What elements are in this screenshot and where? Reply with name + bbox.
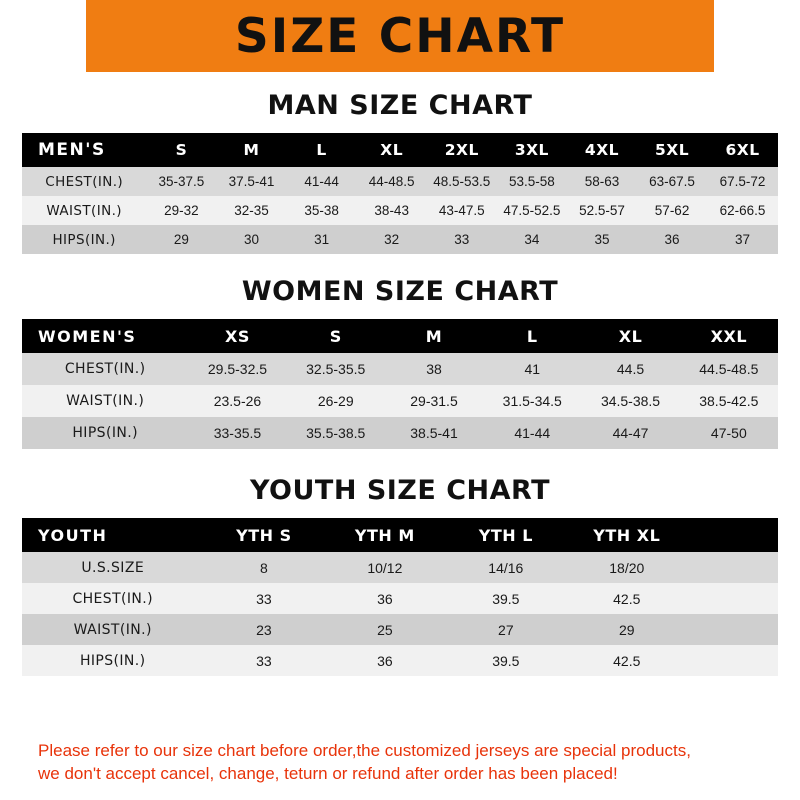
youth-cell-3-3: 42.5 <box>613 652 641 669</box>
women-cell-1-0: 23.5-26 <box>213 393 262 409</box>
women-cell-0-2: 38 <box>426 361 442 377</box>
man-col-3: L <box>316 141 327 159</box>
man-col-8: 5XL <box>655 141 690 159</box>
table-row <box>22 552 778 583</box>
man-cell-2-0: 29 <box>173 232 189 247</box>
women-cell-0-1: 32.5-35.5 <box>306 361 366 377</box>
man-cell-2-6: 35 <box>594 232 610 247</box>
man-col-1: S <box>175 141 188 159</box>
header-band <box>0 0 800 72</box>
youth-size-table <box>22 518 778 676</box>
man-cell-1-2: 35-38 <box>304 203 339 218</box>
table-row <box>22 417 778 449</box>
man-row-2-label: HIPS(IN.) <box>52 231 116 248</box>
youth-cell-0-2: 14/16 <box>488 559 524 576</box>
women-cell-2-5: 47-50 <box>710 425 747 441</box>
youth-section-title: YOUTH SIZE CHART <box>249 475 551 506</box>
youth-row-0-label: U.S.SIZE <box>81 559 145 576</box>
women-col-4: L <box>526 326 538 346</box>
man-cell-1-3: 38-43 <box>374 203 409 218</box>
man-cell-0-1: 37.5-41 <box>228 174 275 189</box>
man-cell-2-2: 31 <box>314 232 330 247</box>
footer-note <box>22 728 778 800</box>
women-size-table <box>22 319 778 449</box>
youth-cell-2-1: 25 <box>377 621 393 638</box>
page-title: SIZE CHART <box>234 8 566 64</box>
women-col-6: XXL <box>710 326 748 346</box>
man-col-9: 6XL <box>725 141 760 159</box>
man-cell-2-3: 32 <box>384 232 400 247</box>
man-cell-1-0: 29-32 <box>164 203 199 218</box>
women-cell-2-2: 38.5-41 <box>410 425 458 441</box>
youth-col-4: YTH XL <box>593 525 661 545</box>
youth-cell-3-4-spacer <box>687 645 778 676</box>
man-cell-2-8: 37 <box>735 232 751 247</box>
man-cell-0-0: 35-37.5 <box>158 174 205 189</box>
youth-col-3: YTH L <box>478 525 533 545</box>
women-cell-2-1: 35.5-38.5 <box>306 425 366 441</box>
women-col-3: M <box>425 326 443 346</box>
women-cell-1-2: 29-31.5 <box>410 393 458 409</box>
youth-cell-3-1: 36 <box>377 652 393 669</box>
youth-cell-2-2: 27 <box>498 621 514 638</box>
man-cell-0-6: 58-63 <box>584 174 620 189</box>
women-cell-0-4: 44.5 <box>616 361 645 377</box>
man-row-0-label: CHEST(IN.) <box>45 173 124 190</box>
table-row <box>22 614 778 645</box>
women-section-title: WOMEN SIZE CHART <box>241 276 559 307</box>
man-cell-1-4: 43-47.5 <box>438 203 485 218</box>
man-cell-0-5: 53.5-58 <box>508 174 555 189</box>
man-cell-2-5: 34 <box>524 232 540 247</box>
man-col-4: XL <box>380 141 404 159</box>
man-cell-1-6: 52.5-57 <box>579 203 625 218</box>
women-cell-2-3: 41-44 <box>514 425 551 441</box>
man-cell-0-8: 67.5-72 <box>719 174 766 189</box>
man-col-5: 2XL <box>444 141 479 159</box>
women-row-0-label: CHEST(IN.) <box>64 361 146 377</box>
man-cell-0-7: 63-67.5 <box>649 174 695 189</box>
youth-cell-1-4-spacer <box>687 583 778 614</box>
women-cell-2-0: 33-35.5 <box>213 425 262 441</box>
man-cell-1-5: 47.5-52.5 <box>503 203 561 218</box>
youth-cell-0-3: 18/20 <box>609 559 645 576</box>
women-cell-2-4: 44-47 <box>612 425 649 441</box>
women-cell-1-4: 34.5-38.5 <box>600 393 661 409</box>
youth-col-0: YOUTH <box>38 525 108 545</box>
man-cell-1-1: 32-35 <box>234 203 269 218</box>
man-row-1-label: WAIST(IN.) <box>46 202 122 219</box>
man-table-header-row <box>22 133 778 167</box>
man-cell-0-2: 41-44 <box>304 174 339 189</box>
man-col-2: M <box>243 141 260 159</box>
youth-row-3-label: HIPS(IN.) <box>79 652 146 669</box>
youth-cell-1-1: 36 <box>377 590 393 607</box>
women-col-2: S <box>329 326 342 346</box>
youth-cell-1-0: 33 <box>256 590 272 607</box>
youth-cell-1-2: 39.5 <box>492 590 520 607</box>
youth-table-header-row <box>22 518 778 552</box>
youth-row-1-label: CHEST(IN.) <box>72 590 153 607</box>
women-cell-0-0: 29.5-32.5 <box>207 361 268 377</box>
women-cell-1-1: 26-29 <box>317 393 354 409</box>
youth-cell-0-4-spacer <box>687 552 778 583</box>
man-cell-0-4: 48.5-53.5 <box>433 174 491 189</box>
man-cell-1-7: 57-62 <box>654 203 690 218</box>
man-col-0: MEN'S <box>38 140 106 160</box>
man-section-title: MAN SIZE CHART <box>267 90 533 121</box>
youth-cell-2-4-spacer <box>687 614 778 645</box>
women-cell-1-5: 38.5-42.5 <box>699 393 759 409</box>
man-cell-2-7: 36 <box>664 232 680 247</box>
table-row <box>22 645 778 676</box>
youth-row-2-label: WAIST(IN.) <box>73 621 152 638</box>
women-col-1: XS <box>225 326 250 346</box>
content-area <box>0 72 800 800</box>
table-row <box>22 196 778 225</box>
man-cell-0-3: 44-48.5 <box>368 174 415 189</box>
man-cell-1-8: 62-66.5 <box>719 203 766 218</box>
footer-note-line-1: Please refer to our size chart before order,the customized jerseys are special products, <box>38 741 691 761</box>
youth-cell-2-0: 23 <box>256 621 272 638</box>
women-cell-1-3: 31.5-34.5 <box>502 393 562 409</box>
youth-col-2: YTH M <box>354 525 415 545</box>
youth-cell-3-2: 39.5 <box>492 652 520 669</box>
table-row <box>22 353 778 385</box>
women-col-0: WOMEN'S <box>38 326 137 346</box>
youth-col-1: YTH S <box>236 525 292 545</box>
youth-col-5-spacer <box>687 518 778 552</box>
youth-cell-0-0: 8 <box>260 559 268 576</box>
table-row <box>22 385 778 417</box>
women-cell-0-5: 44.5-48.5 <box>699 361 759 377</box>
man-size-table <box>22 133 778 254</box>
man-cell-2-4: 33 <box>454 232 470 247</box>
footer-note-line-2: we don't accept cancel, change, teturn or refund after order has been placed! <box>38 764 618 784</box>
man-col-7: 4XL <box>584 141 620 159</box>
youth-cell-2-3: 29 <box>618 621 635 638</box>
table-row <box>22 167 778 196</box>
youth-cell-1-3: 42.5 <box>613 590 641 607</box>
women-table-header-row <box>22 319 778 353</box>
women-row-1-label: WAIST(IN.) <box>66 393 145 409</box>
table-row <box>22 225 778 254</box>
table-row <box>22 583 778 614</box>
youth-cell-3-0: 33 <box>256 652 272 669</box>
women-col-5: XL <box>618 326 643 346</box>
youth-cell-0-1: 10/12 <box>367 559 403 576</box>
women-row-2-label: HIPS(IN.) <box>72 425 138 441</box>
man-cell-2-1: 30 <box>243 232 260 247</box>
women-cell-0-3: 41 <box>524 361 541 377</box>
man-col-6: 3XL <box>514 141 549 159</box>
